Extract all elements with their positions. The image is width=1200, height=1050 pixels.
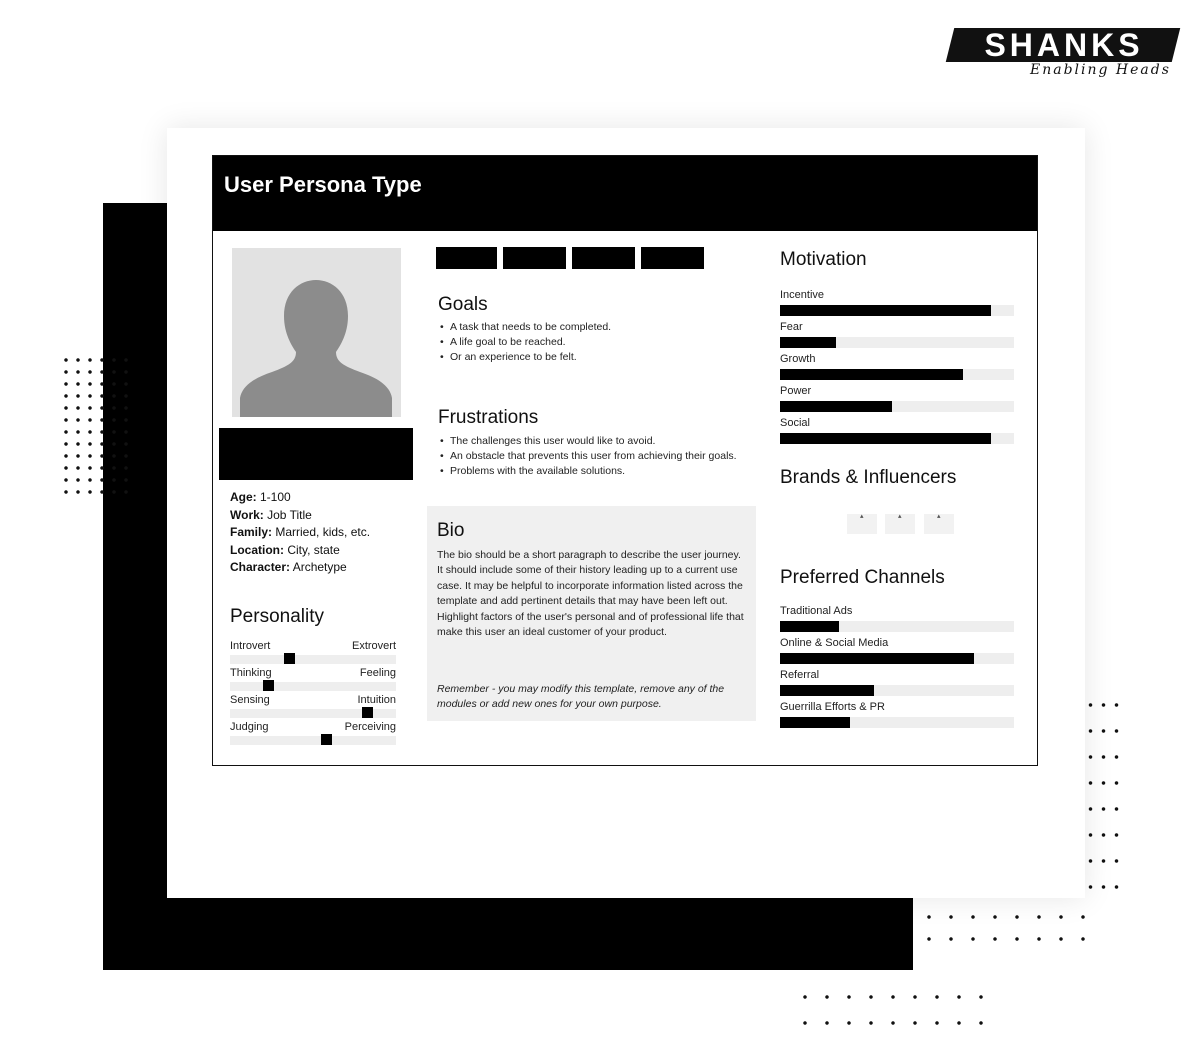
slider-label-left: Judging xyxy=(230,721,269,733)
goals-list xyxy=(438,320,770,365)
dot-pattern-right xyxy=(1084,692,1124,892)
bar-label: Fear xyxy=(780,321,803,333)
profile-row-location: Location: City, state xyxy=(230,542,340,557)
bio-text: The bio should be a short paragraph to describe the user journey. It should include some of their history leading up to a current use case. It may be helpful to incorporate information listed across the template and add pertinent details that may have been left out. Highlight factors of the user's personal and of professional life that make this user an ideal customer of your product. xyxy=(437,549,744,639)
bar-row xyxy=(780,637,1014,669)
slider-track[interactable] xyxy=(230,682,396,691)
bar-row xyxy=(780,605,1014,637)
bar-fill xyxy=(780,653,974,664)
person-silhouette-icon xyxy=(232,248,401,417)
bar-fill xyxy=(780,717,850,728)
brands-title: Brands & Influencers xyxy=(780,467,957,488)
frustration-item: • An obstacle that prevents this user from achieving their goals. xyxy=(450,449,770,464)
image-icon: ▴ xyxy=(937,513,941,520)
goal-item: • A life goal to be reached. xyxy=(450,335,770,350)
template-title: User Persona Type xyxy=(224,172,422,197)
slider-track[interactable] xyxy=(230,655,396,664)
bio-panel xyxy=(427,506,756,721)
profile-row-family: Family: Married, kids, etc. xyxy=(230,525,371,539)
bar-label: Referral xyxy=(780,669,820,681)
bar-fill xyxy=(780,369,963,380)
logo-wordmark: SHANKS xyxy=(984,27,1144,63)
slider-label-right: Intuition xyxy=(357,694,396,706)
slider-knob[interactable] xyxy=(263,680,274,691)
frustrations-list xyxy=(438,434,770,479)
brand-thumbnail xyxy=(885,514,915,534)
profile-row-age: Age: 1-100 xyxy=(230,490,291,504)
bar-row xyxy=(780,321,1014,353)
slider-label-right: Perceiving xyxy=(344,721,396,733)
slider-knob[interactable] xyxy=(284,653,295,664)
bar-row xyxy=(780,417,1014,449)
bar-fill xyxy=(780,621,839,632)
personality-slider[interactable] xyxy=(230,640,396,666)
profile-info xyxy=(230,489,370,577)
bar-fill xyxy=(780,337,836,348)
template-header xyxy=(213,156,1037,231)
channels-title: Preferred Channels xyxy=(780,567,945,588)
bar-fill xyxy=(780,685,874,696)
bar-label: Social xyxy=(780,417,810,429)
bar-row xyxy=(780,289,1014,321)
frustrations-title: Frustrations xyxy=(438,407,539,428)
personality-slider[interactable] xyxy=(230,721,396,747)
goal-item: • Or an experience to be felt. xyxy=(450,350,770,365)
bar-label: Traditional Ads xyxy=(780,605,853,617)
slider-track[interactable] xyxy=(230,736,396,745)
dot-pattern-bottom xyxy=(918,906,1103,950)
bar-row xyxy=(780,353,1014,385)
tab-3[interactable] xyxy=(572,247,635,269)
tab-2[interactable] xyxy=(503,247,566,269)
logo-tagline: Enabling Heads xyxy=(1030,62,1171,78)
bio-remark: Remember - you may modify this template, remove any of the modules or add new ones for your own purpose. xyxy=(437,683,725,711)
frustration-item: • Problems with the available solutions. xyxy=(450,464,770,479)
tab-1[interactable] xyxy=(436,247,497,269)
bar-label: Guerrilla Efforts & PR xyxy=(780,701,885,713)
bio-title: Bio xyxy=(437,520,465,541)
profile-row-work: Work: Job Title xyxy=(230,507,312,522)
slider-label-left: Introvert xyxy=(230,640,271,652)
slider-label-left: Sensing xyxy=(230,694,270,706)
slider-knob[interactable] xyxy=(321,734,332,745)
slider-label-right: Extrovert xyxy=(351,640,396,652)
dot-pattern-left xyxy=(60,354,132,494)
bar-label: Growth xyxy=(780,353,816,365)
bar-fill xyxy=(780,433,991,444)
bar-fill xyxy=(780,401,892,412)
dot-pattern-bottom-lower xyxy=(794,984,984,1026)
bar-row xyxy=(780,385,1014,417)
slider-label-right: Feeling xyxy=(359,667,396,679)
personality-slider[interactable] xyxy=(230,694,396,720)
brand-thumbnail xyxy=(924,514,954,534)
tab-4[interactable] xyxy=(641,247,704,269)
bar-label: Online & Social Media xyxy=(780,637,889,649)
image-icon: ▴ xyxy=(898,513,902,520)
bar-fill xyxy=(780,305,991,316)
motivation-title: Motivation xyxy=(780,249,867,270)
personality-slider[interactable] xyxy=(230,667,396,693)
persona-name-bar xyxy=(219,428,413,480)
bar-label: Incentive xyxy=(780,289,825,301)
frustration-item: • The challenges this user would like to avoid. xyxy=(450,434,770,449)
personality-title: Personality xyxy=(230,606,324,627)
slider-label-left: Thinking xyxy=(230,667,272,679)
brand-thumbnail xyxy=(847,514,877,534)
bar-row xyxy=(780,701,1014,733)
persona-template xyxy=(212,155,1038,766)
slider-knob[interactable] xyxy=(362,707,373,718)
avatar-placeholder xyxy=(232,248,401,417)
profile-row-character: Character: Archetype xyxy=(230,560,347,574)
image-icon: ▴ xyxy=(860,513,864,520)
bar-row xyxy=(780,669,1014,701)
goals-title: Goals xyxy=(438,294,488,315)
bar-label: Power xyxy=(780,385,812,397)
goal-item: • A task that needs to be completed. xyxy=(450,320,770,335)
